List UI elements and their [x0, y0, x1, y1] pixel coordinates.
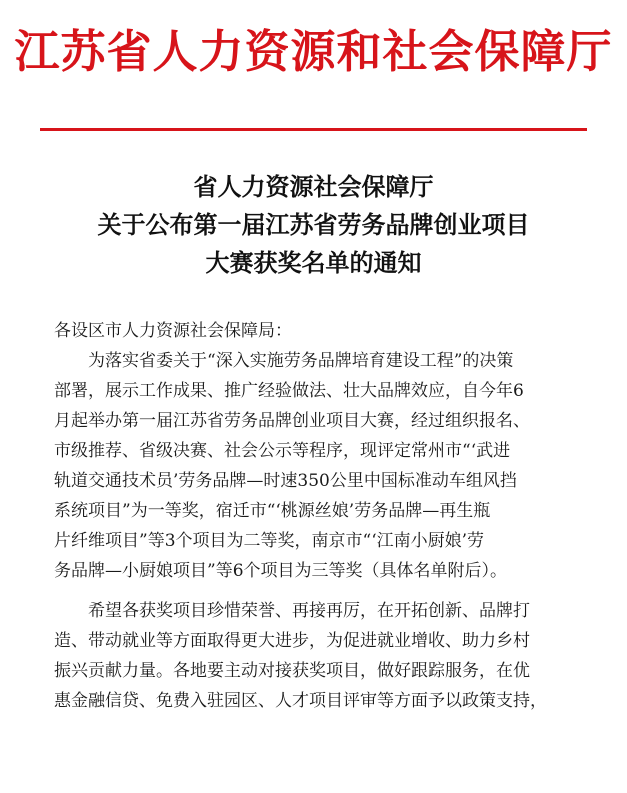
paragraph-line: 惠金融信贷、免费入驻园区、人才项目评审等方面予以政策支持，	[54, 691, 547, 711]
paragraph-2	[54, 596, 582, 716]
paragraph-line: 造、带动就业等方面取得更大进步，为促进就业增收、助力乡村	[54, 631, 530, 651]
salutation: 各设区市人力资源社会保障局：	[54, 321, 292, 341]
paragraph-line: 月起举办第一届江苏省劳务品牌创业项目大赛，经过组织报名、	[54, 411, 530, 431]
paragraph-line: 振兴贡献力量。各地要主动对接获奖项目，做好跟踪服务，在优	[54, 661, 530, 681]
red-header-rule	[40, 128, 587, 131]
paragraph-line: 部署，展示工作成果、推广经验做法、壮大品牌效应，自今年6	[54, 381, 524, 401]
title-line-1: 省人力资源社会保障厅	[193, 172, 434, 201]
paragraph-line: 市级推荐、省级决赛、社会公示等程序，现评定常州市“‘武进	[54, 441, 511, 461]
paragraph-1	[54, 346, 582, 586]
document-title	[0, 168, 627, 282]
paragraph-line: 轨道交通技术员’劳务品牌—时速350公里中国标准动车组风挡	[54, 471, 517, 491]
paragraph-line: 为落实省委关于“深入实施劳务品牌培育建设工程”的决策	[88, 351, 514, 371]
title-line-3: 大赛获奖名单的通知	[205, 248, 422, 277]
title-line-2: 关于公布第一届江苏省劳务品牌创业项目	[97, 210, 530, 239]
paragraph-line: 系统项目”为一等奖，宿迁市“‘桃源丝娘’劳务品牌—再生瓶	[54, 501, 491, 521]
paragraph-line: 片纤维项目”等3个项目为二等奖，南京市“‘江南小厨娘’劳	[54, 531, 485, 551]
document-body	[54, 316, 582, 716]
paragraph-line: 希望各获奖项目珍惜荣誉、再接再厉，在开拓创新、品牌打	[88, 601, 530, 621]
issuing-authority-header: 江苏省人力资源和社会保障厅	[14, 25, 613, 78]
paragraph-line: 务品牌—小厨娘项目”等6个项目为三等奖（具体名单附后）。	[54, 561, 508, 581]
